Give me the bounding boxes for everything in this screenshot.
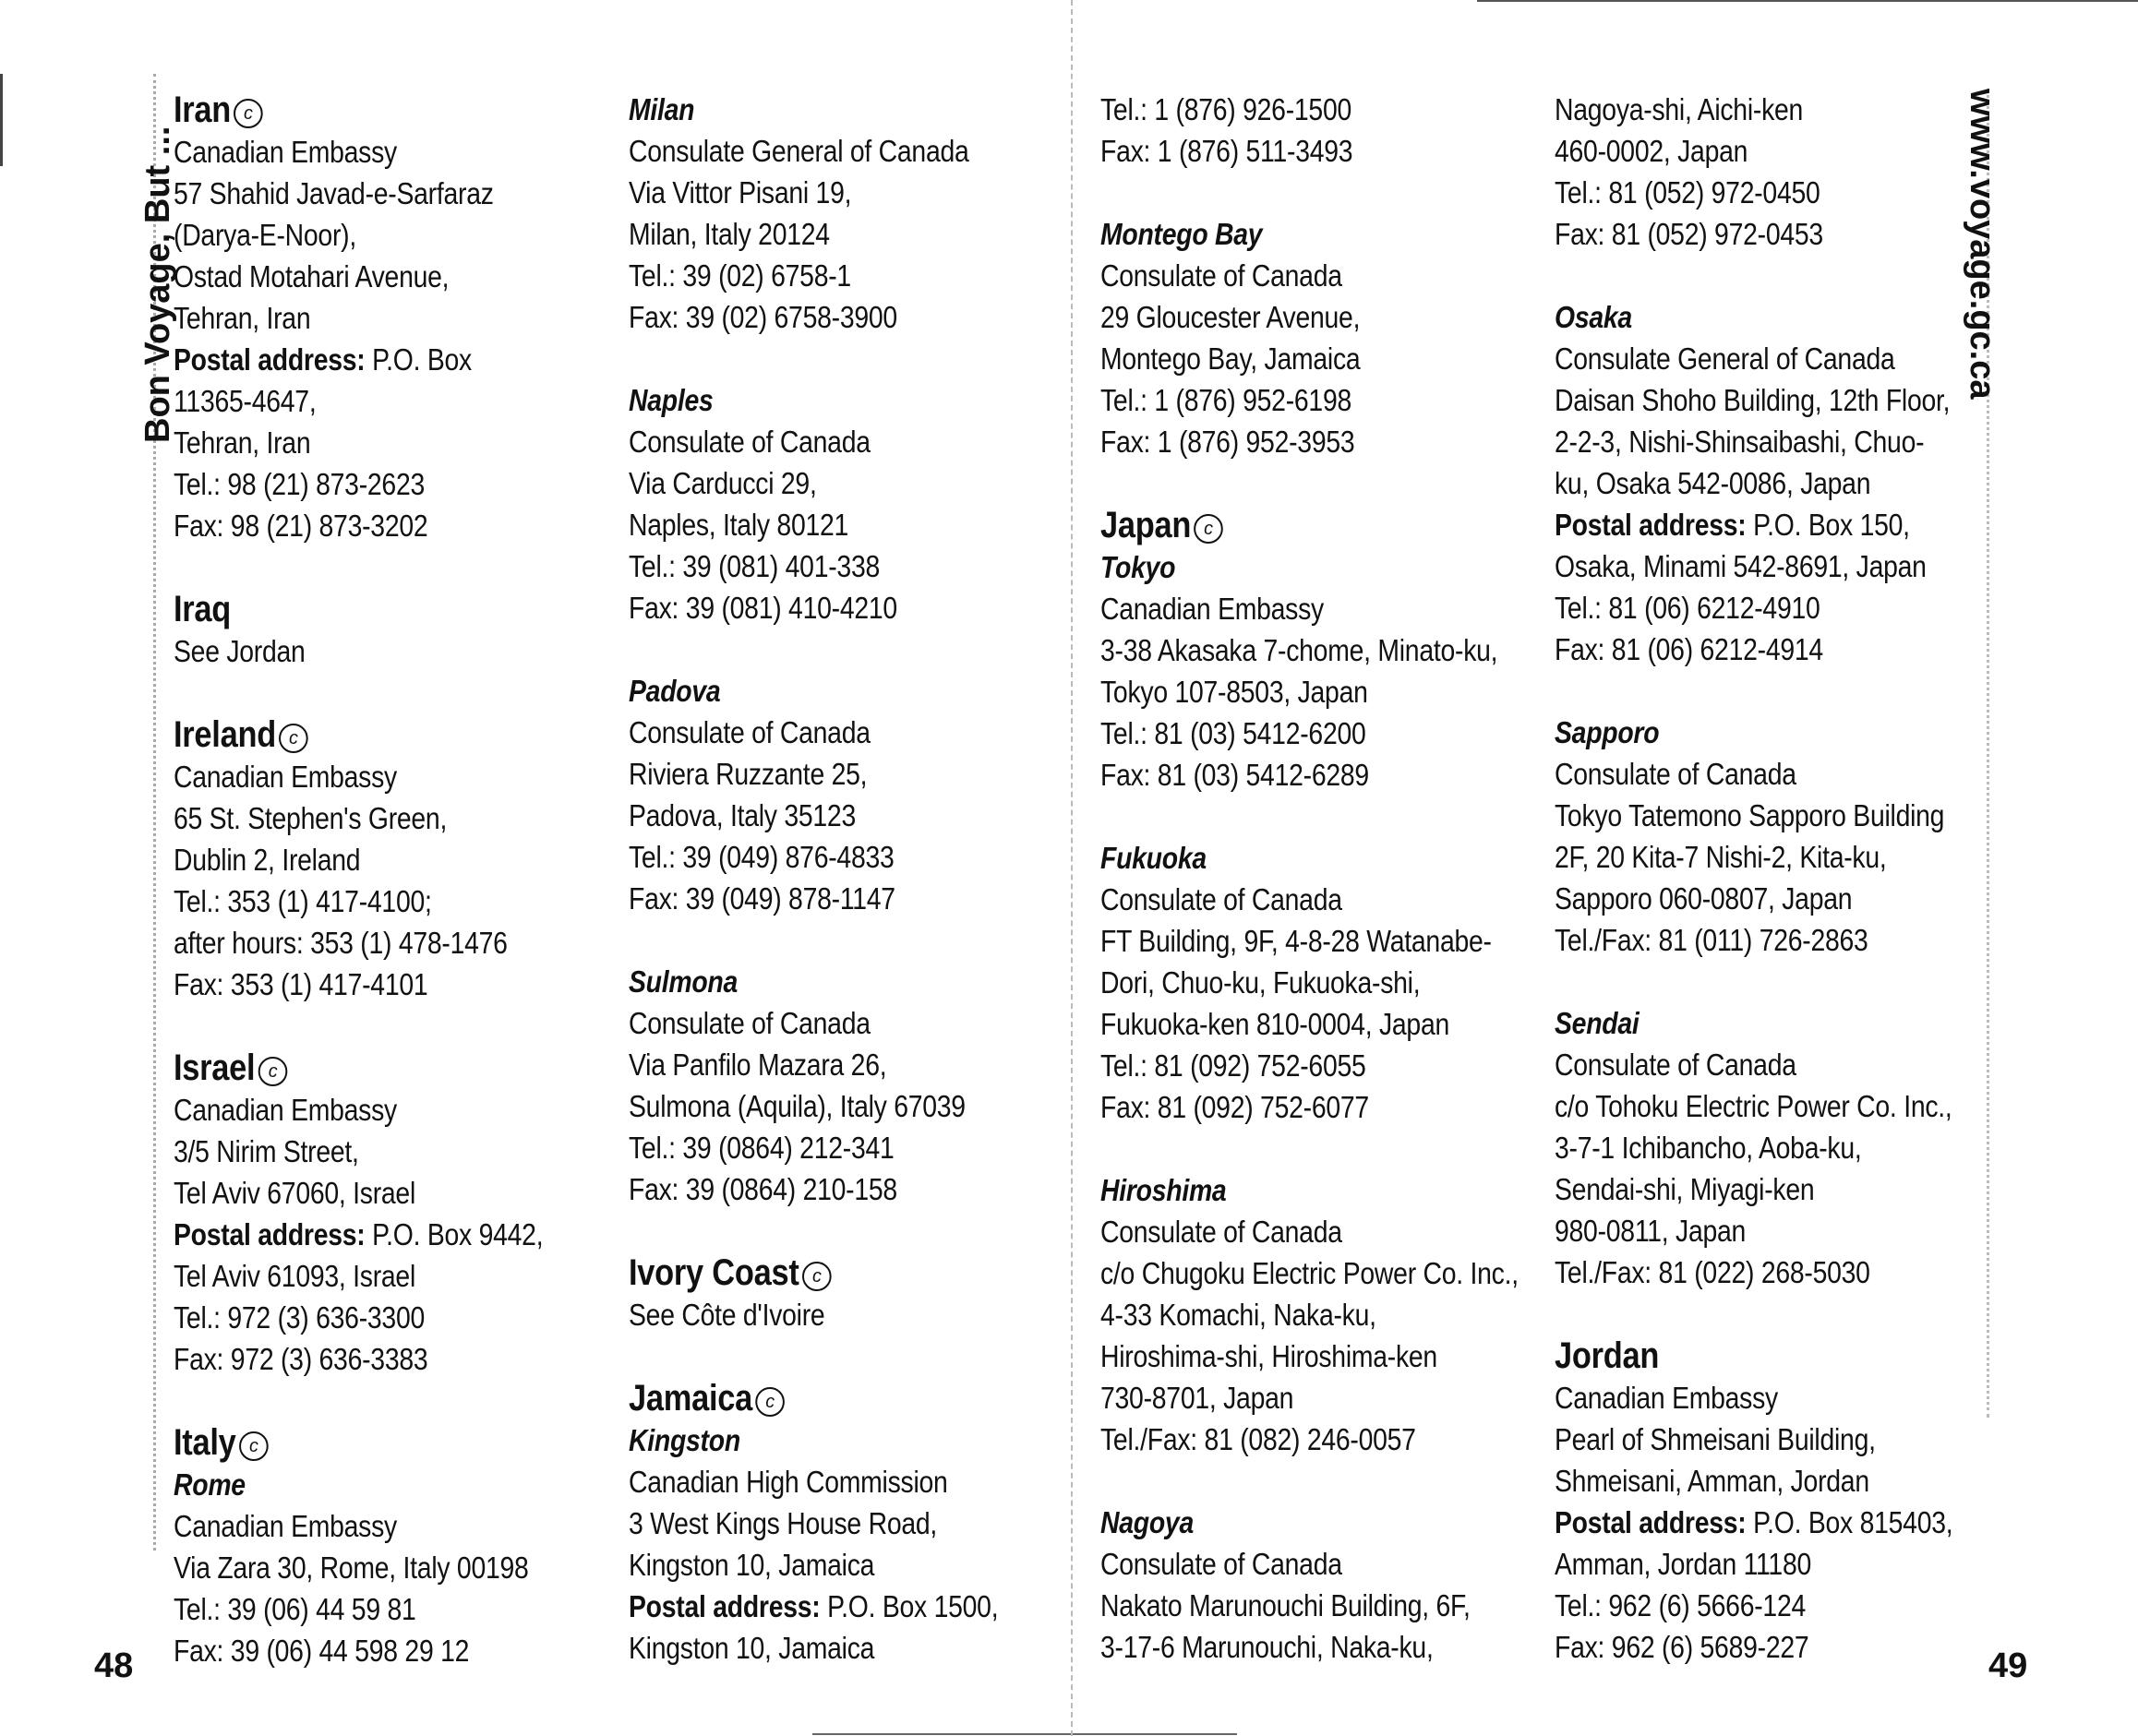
contact-line: Fax: 81 (06) 6212-4914 xyxy=(1555,632,1823,666)
country-name: Jamaica xyxy=(629,1378,752,1419)
contact-line: Fax: 962 (6) 5689-227 xyxy=(1555,1630,1809,1664)
country-heading xyxy=(174,713,547,756)
address-line: Tel.: 39 (0864) 212-341 xyxy=(629,1131,895,1165)
postal-text: Osaka, Minami 542-8691, Japan xyxy=(1555,549,1927,583)
country-heading xyxy=(174,89,547,131)
postal-line xyxy=(1555,1502,1953,1543)
directory-entry xyxy=(174,588,547,672)
page-number-right: 49 xyxy=(1988,1646,2028,1685)
city-heading: Tokyo xyxy=(1100,550,1176,584)
directory-entry xyxy=(629,89,1002,338)
address-line: Sendai-shi, Miyagi-ken xyxy=(1555,1172,1815,1206)
postal-line xyxy=(1555,1543,1928,1585)
postal-label: Postal address: xyxy=(629,1589,821,1623)
address-line: Consulate of Canada xyxy=(1100,1547,1342,1581)
page-edge-top xyxy=(1477,0,2138,2)
address-line: 4-33 Komachi, Naka-ku, xyxy=(1100,1298,1376,1332)
address-line: Consulate General of Canada xyxy=(1555,341,1895,376)
address-line: Fax: 81 (052) 972-0453 xyxy=(1555,217,1823,251)
address-line: Fax: 39 (06) 44 598 29 12 xyxy=(174,1634,470,1668)
directory-entry xyxy=(1100,213,1473,462)
directory-entry xyxy=(629,670,1002,919)
address-line: Canadian Embassy xyxy=(1555,1381,1778,1415)
address-line: Consulate of Canada xyxy=(1555,757,1796,791)
address-line: Tel./Fax: 81 (022) 268-5030 xyxy=(1555,1255,1870,1289)
directory-entry xyxy=(1555,712,1945,961)
contact-line: Tel.: 962 (6) 5666-124 xyxy=(1555,1588,1807,1622)
city-heading: Sulmona xyxy=(629,964,739,999)
city-heading: Sendai xyxy=(1555,1006,1640,1040)
directory-entry xyxy=(1555,1002,1952,1293)
city-heading: Padova xyxy=(629,674,721,708)
address-line: 730-8701, Japan xyxy=(1100,1381,1294,1415)
city-heading: Fukuoka xyxy=(1100,841,1207,875)
address-line: Canadian Embassy xyxy=(1100,592,1324,626)
postal-label: Postal address: xyxy=(1555,1505,1747,1539)
address-line: Consulate of Canada xyxy=(1100,258,1342,293)
contact-line: Tel.: 972 (3) 636-3300 xyxy=(174,1300,426,1335)
directory-entry xyxy=(1100,837,1492,1128)
address-line: Canadian Embassy xyxy=(174,1093,397,1127)
address-line: Tel Aviv 67060, Israel xyxy=(174,1176,416,1210)
address-line: Fukuoka-ken 810-0004, Japan xyxy=(1100,1007,1450,1041)
postal-line xyxy=(174,339,547,380)
c-circle-icon: c xyxy=(802,1262,832,1291)
postal-line xyxy=(1555,504,1928,545)
book-gutter xyxy=(1071,0,1073,1736)
country-heading xyxy=(1555,1335,1928,1377)
city-heading: Sapporo xyxy=(1555,715,1660,749)
city-heading: Kingston xyxy=(629,1423,740,1457)
city-heading: Milan xyxy=(629,92,695,126)
address-line: 460-0002, Japan xyxy=(1555,134,1748,168)
running-head-right: www.voyage.gc.ca xyxy=(1963,89,2001,400)
postal-text: P.O. Box 1500, xyxy=(827,1589,999,1623)
column-4 xyxy=(1555,89,1953,1709)
directory-entry xyxy=(1100,1169,1519,1460)
postal-label: Postal address: xyxy=(1555,508,1747,542)
contact-line: Fax: 972 (3) 636-3383 xyxy=(174,1342,428,1376)
directory-entry xyxy=(1555,1335,1953,1668)
address-line: (Darya-E-Noor), xyxy=(174,218,356,252)
directory-entry xyxy=(1100,1502,1473,1668)
page-edge-left xyxy=(0,74,3,166)
address-line: Fax: 39 (081) 410-4210 xyxy=(629,591,897,625)
postal-label: Postal address: xyxy=(174,1217,366,1251)
postal-text: P.O. Box 150, xyxy=(1753,508,1910,542)
contact-line: Tel.: 81 (06) 6212-4910 xyxy=(1555,591,1820,625)
c-circle-icon: c xyxy=(239,1431,269,1461)
address-line: Shmeisani, Amman, Jordan xyxy=(1555,1464,1869,1498)
address-line: Consulate of Canada xyxy=(1555,1048,1796,1082)
address-line: 3-17-6 Marunouchi, Naka-ku, xyxy=(1100,1630,1434,1664)
address-line: 3/5 Nirim Street, xyxy=(174,1134,359,1168)
address-line: See Côte d'Ivoire xyxy=(629,1298,825,1332)
postal-line xyxy=(174,422,547,463)
country-heading xyxy=(174,588,547,630)
postal-line xyxy=(174,1255,547,1297)
address-line: Canadian Embassy xyxy=(174,1509,397,1543)
country-name: Ireland xyxy=(174,714,276,755)
column-3 xyxy=(1100,89,1519,1709)
address-line: Sapporo 060-0807, Japan xyxy=(1555,881,1853,916)
address-line: Tel.: 39 (049) 876-4833 xyxy=(629,840,895,874)
postal-text: Tel Aviv 61093, Israel xyxy=(174,1259,416,1293)
page-number-left: 48 xyxy=(94,1646,134,1685)
address-line: 3 West Kings House Road, xyxy=(629,1506,938,1540)
c-circle-icon: c xyxy=(755,1387,785,1417)
directory-entry xyxy=(629,1251,1002,1335)
postal-line xyxy=(174,1214,547,1255)
address-line: Dori, Chuo-ku, Fukuoka-shi, xyxy=(1100,965,1421,1000)
postal-line xyxy=(629,1586,1002,1627)
country-name: Iran xyxy=(174,90,232,130)
postal-text: Tehran, Iran xyxy=(174,425,311,460)
address-line: Fax: 81 (03) 5412-6289 xyxy=(1100,758,1369,792)
city-heading: Naples xyxy=(629,383,714,417)
directory-entry xyxy=(1555,89,1928,255)
address-line: 57 Shahid Javad-e-Sarfaraz xyxy=(174,176,494,210)
address-line: Consulate of Canada xyxy=(629,425,871,459)
country-heading xyxy=(174,1421,547,1464)
directory-entry xyxy=(629,961,1002,1210)
country-name: Ivory Coast xyxy=(629,1252,799,1293)
address-line: Consulate of Canada xyxy=(629,715,871,749)
c-circle-icon: c xyxy=(279,724,308,753)
address-line: Naples, Italy 80121 xyxy=(629,508,849,542)
running-head-left: Bon Voyage, But ... xyxy=(138,126,177,443)
address-line: Fax: 39 (049) 878-1147 xyxy=(629,881,895,916)
postal-line xyxy=(174,380,547,422)
city-heading: Hiroshima xyxy=(1100,1173,1227,1207)
postal-text: 11365-4647, xyxy=(174,384,317,418)
address-line: Riviera Ruzzante 25, xyxy=(629,757,868,791)
address-line: Fax: 1 (876) 511-3493 xyxy=(1100,134,1353,168)
address-line: Tokyo 107-8503, Japan xyxy=(1100,675,1368,709)
address-line: Tokyo Tatemono Sapporo Building xyxy=(1555,798,1945,832)
address-line: Tel.: 81 (03) 5412-6200 xyxy=(1100,716,1366,750)
directory-entry xyxy=(1100,89,1473,172)
postal-label: Postal address: xyxy=(174,342,366,377)
address-line: Dublin 2, Ireland xyxy=(174,843,361,877)
country-name: Japan xyxy=(1100,505,1192,545)
address-line: Tel./Fax: 81 (082) 246-0057 xyxy=(1100,1422,1416,1456)
directory-entry xyxy=(629,1377,1002,1669)
address-line: Consulate of Canada xyxy=(629,1006,871,1040)
address-line: ku, Osaka 542-0086, Japan xyxy=(1555,466,1871,500)
address-line: c/o Chugoku Electric Power Co. Inc., xyxy=(1100,1256,1519,1290)
postal-text: P.O. Box 815403, xyxy=(1753,1505,1953,1539)
address-line: Canadian High Commission xyxy=(629,1465,948,1499)
address-line: after hours: 353 (1) 478-1476 xyxy=(174,926,508,960)
city-heading: Osaka xyxy=(1555,300,1632,334)
address-line: Tehran, Iran xyxy=(174,301,311,335)
address-line: Nakato Marunouchi Building, 6F, xyxy=(1100,1588,1471,1622)
address-line: Ostad Motahari Avenue, xyxy=(174,259,450,293)
directory-entry xyxy=(629,379,1002,629)
address-line: Milan, Italy 20124 xyxy=(629,217,830,251)
address-line: Tel./Fax: 81 (011) 726-2863 xyxy=(1555,923,1868,957)
directory-entry xyxy=(1555,296,1951,670)
address-line: Via Panfilo Mazara 26, xyxy=(629,1048,887,1082)
address-line: Via Vittor Pisani 19, xyxy=(629,175,852,210)
address-line: 29 Gloucester Avenue, xyxy=(1100,300,1361,334)
address-line: Tel.: 1 (876) 926-1500 xyxy=(1100,92,1352,126)
address-line: Canadian Embassy xyxy=(174,760,397,794)
address-line: Via Carducci 29, xyxy=(629,466,817,500)
page-edge-bottom xyxy=(812,1733,1237,1735)
directory-entry xyxy=(174,713,547,1005)
city-heading: Montego Bay xyxy=(1100,217,1263,251)
address-line: c/o Tohoku Electric Power Co. Inc., xyxy=(1555,1089,1952,1123)
address-line: Fax: 39 (02) 6758-3900 xyxy=(629,300,897,334)
c-circle-icon: c xyxy=(234,99,263,128)
address-line: Tel.: 81 (092) 752-6055 xyxy=(1100,1048,1366,1083)
address-line: Consulate of Canada xyxy=(1100,1215,1342,1249)
address-line: Consulate of Canada xyxy=(1100,882,1342,916)
address-line: See Jordan xyxy=(174,634,306,668)
country-name: Iraq xyxy=(174,589,232,629)
address-line: Canadian Embassy xyxy=(174,135,397,169)
country-name: Jordan xyxy=(1555,1335,1660,1376)
address-line: 65 St. Stephen's Green, xyxy=(174,801,448,835)
contact-line: Fax: 98 (21) 873-3202 xyxy=(174,509,428,543)
c-circle-icon: c xyxy=(1194,514,1223,544)
country-name: Italy xyxy=(174,1422,236,1463)
address-line: Tel.: 1 (876) 952-6198 xyxy=(1100,383,1352,417)
address-line: Fax: 353 (1) 417-4101 xyxy=(174,967,428,1001)
address-line: Daisan Shoho Building, 12th Floor, xyxy=(1555,383,1951,417)
postal-text: Kingston 10, Jamaica xyxy=(629,1631,875,1665)
directory-entry xyxy=(174,1047,547,1380)
address-line: Padova, Italy 35123 xyxy=(629,798,856,832)
directory-entry xyxy=(174,89,547,546)
address-line: Fax: 81 (092) 752-6077 xyxy=(1100,1090,1369,1124)
country-heading xyxy=(629,1251,1002,1294)
address-line: Tel.: 353 (1) 417-4100; xyxy=(174,884,432,918)
column-2 xyxy=(629,89,1002,1710)
address-line: Pearl of Shmeisani Building, xyxy=(1555,1422,1876,1456)
postal-line xyxy=(629,1627,1002,1669)
address-line: Tel.: 39 (081) 401-338 xyxy=(629,549,881,583)
address-line: Hiroshima-shi, Hiroshima-ken xyxy=(1100,1339,1437,1373)
directory-entry xyxy=(174,1421,547,1671)
contact-line: Tel.: 98 (21) 873-2623 xyxy=(174,467,426,501)
address-line: Consulate General of Canada xyxy=(629,134,969,168)
country-heading xyxy=(1100,504,1473,546)
address-line: Montego Bay, Jamaica xyxy=(1100,341,1361,376)
address-line: Tel.: 81 (052) 972-0450 xyxy=(1555,175,1820,210)
postal-text: P.O. Box 9442, xyxy=(372,1217,544,1251)
city-heading: Rome xyxy=(174,1467,246,1502)
postal-text: P.O. Box xyxy=(372,342,472,377)
country-heading xyxy=(629,1377,1002,1419)
address-line: Via Zara 30, Rome, Italy 00198 xyxy=(174,1550,529,1585)
address-line: 3-7-1 Ichibancho, Aoba-ku, xyxy=(1555,1131,1862,1165)
address-line: Sulmona (Aquila), Italy 67039 xyxy=(629,1089,966,1123)
address-line: Fax: 1 (876) 952-3953 xyxy=(1100,425,1355,459)
address-line: 3-38 Akasaka 7-chome, Minato-ku, xyxy=(1100,633,1498,667)
c-circle-icon: c xyxy=(258,1057,287,1086)
directory-entry xyxy=(1100,504,1498,796)
country-heading xyxy=(174,1047,547,1089)
address-line: Tel.: 39 (06) 44 59 81 xyxy=(174,1592,416,1626)
address-line: Fax: 39 (0864) 210-158 xyxy=(629,1172,897,1206)
address-line: FT Building, 9F, 4-8-28 Watanabe- xyxy=(1100,924,1492,958)
column-1 xyxy=(174,89,547,1713)
address-line: 2F, 20 Kita-7 Nishi-2, Kita-ku, xyxy=(1555,840,1887,874)
postal-text: Amman, Jordan 11180 xyxy=(1555,1547,1812,1581)
address-line: Tel.: 39 (02) 6758-1 xyxy=(629,258,851,293)
country-name: Israel xyxy=(174,1048,256,1088)
address-line: Kingston 10, Jamaica xyxy=(629,1548,875,1582)
address-line: 980-0811, Japan xyxy=(1555,1214,1747,1248)
city-heading: Nagoya xyxy=(1100,1505,1194,1539)
address-line: 2-2-3, Nishi-Shinsaibashi, Chuo- xyxy=(1555,425,1925,459)
address-line: Nagoya-shi, Aichi-ken xyxy=(1555,92,1804,126)
postal-line xyxy=(1555,545,1928,587)
